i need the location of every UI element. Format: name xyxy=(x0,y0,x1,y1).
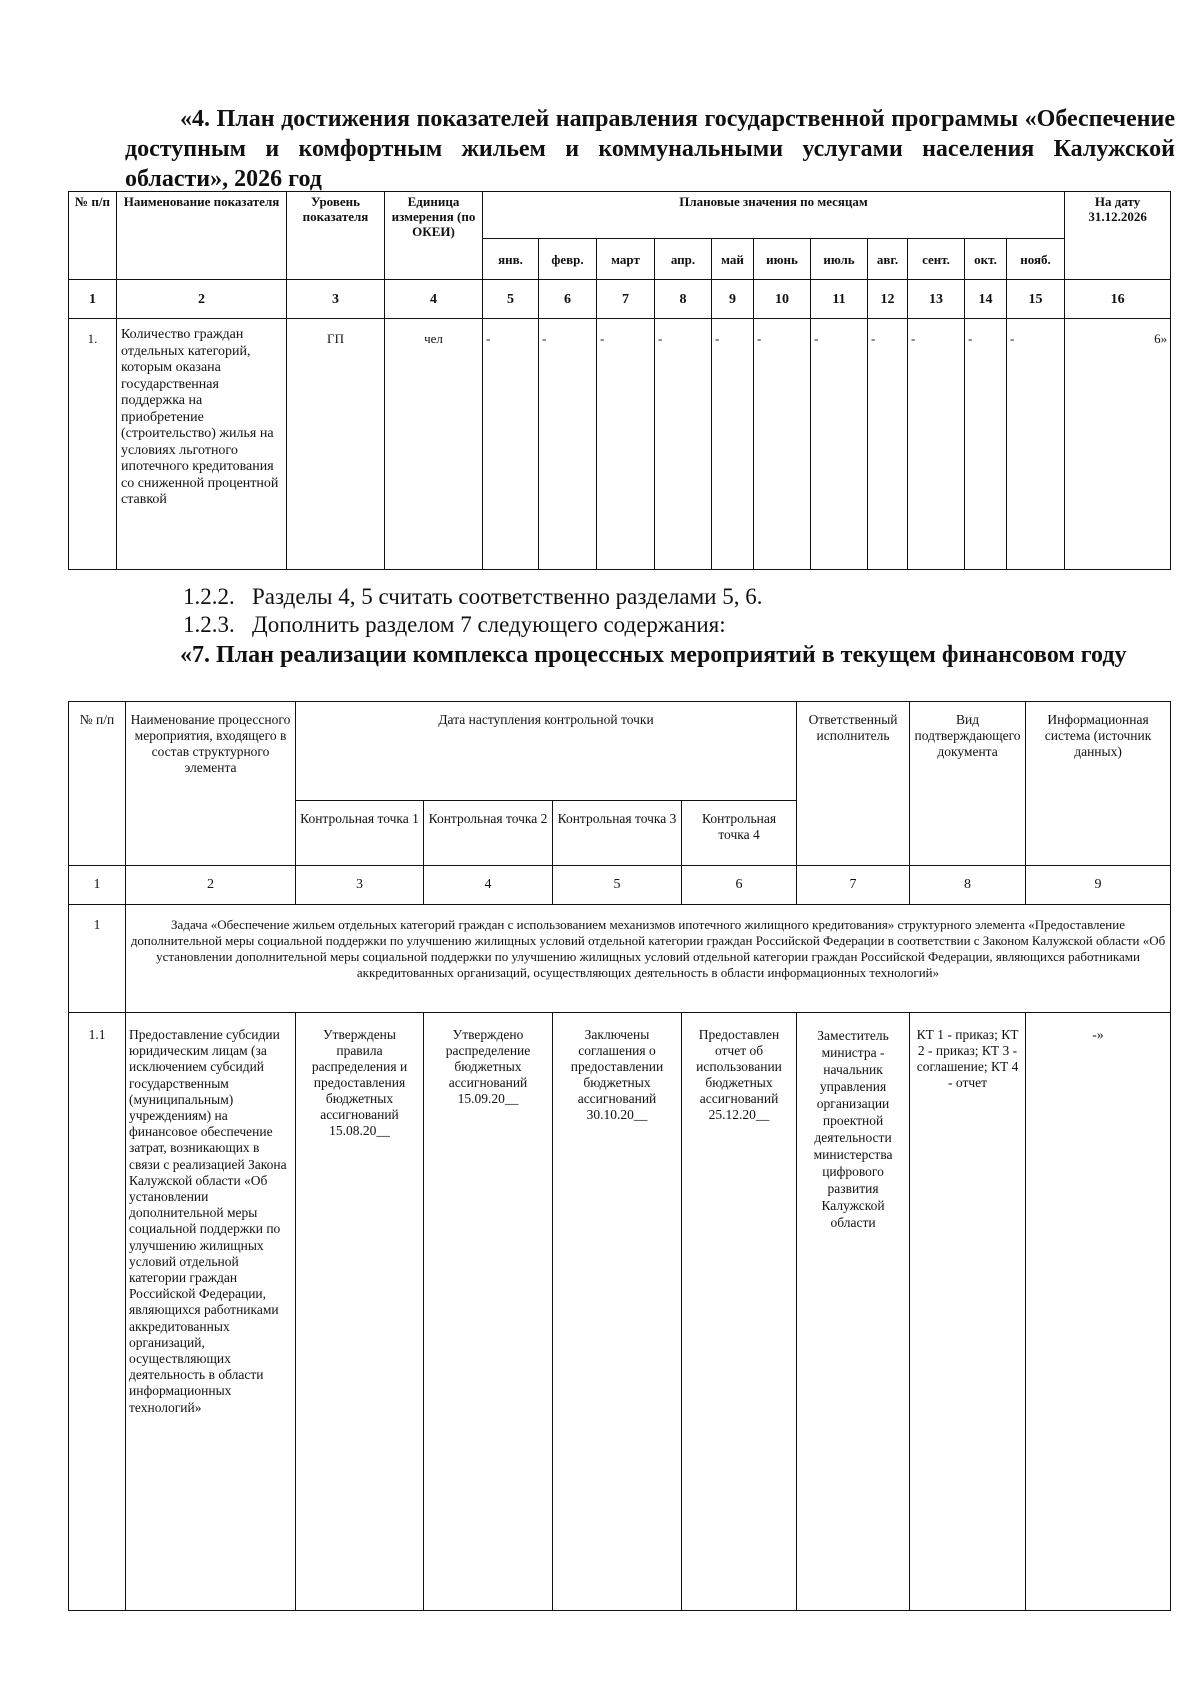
column-number: 10 xyxy=(754,280,811,319)
month-header: май xyxy=(712,239,754,280)
kt4-value: Предоставлен отчет об использовании бюджетных ассигнований 25.12.20__ xyxy=(682,1013,797,1611)
column-number: 5 xyxy=(483,280,539,319)
column-number: 1 xyxy=(69,280,117,319)
month-header: сент. xyxy=(908,239,965,280)
month-header: апр. xyxy=(655,239,712,280)
column-number: 11 xyxy=(811,280,868,319)
kt2-value: Утверждено распределение бюджетных ассигнований 15.09.20__ xyxy=(424,1013,553,1611)
header-system: Информационная система (источник данных) xyxy=(1026,702,1171,866)
column-number: 14 xyxy=(965,280,1007,319)
header-unit: Единица измерения (по ОКЕИ) xyxy=(385,192,483,280)
column-number: 15 xyxy=(1007,280,1065,319)
header-date: На дату 31.12.2026 xyxy=(1065,192,1171,280)
column-number: 8 xyxy=(910,866,1026,905)
header-num: № п/п xyxy=(69,702,126,866)
header-responsible: Ответственный исполнитель xyxy=(797,702,910,866)
section-4-title: «4. План достижения показателей направления государственной программы «Обеспечение доступным и комфортным жильем и коммунальными услугами населения Калужской области», 2026 год xyxy=(125,106,1175,192)
kt1-value: Утверждены правила распределения и предоставления бюджетных ассигнований 15.08.20__ xyxy=(296,1013,424,1611)
column-number: 7 xyxy=(597,280,655,319)
row-num: 1. xyxy=(69,319,117,570)
column-number: 13 xyxy=(908,280,965,319)
month-header: июль xyxy=(811,239,868,280)
header-doc: Вид подтверждающего документа xyxy=(910,702,1026,866)
header-num: № п/п xyxy=(69,192,117,280)
header-kt4: Контрольная точка 4 xyxy=(682,801,797,866)
column-number: 5 xyxy=(553,866,682,905)
header-date: Дата наступления контрольной точки xyxy=(296,702,797,801)
month-header: июнь xyxy=(754,239,811,280)
month-header: нояб. xyxy=(1007,239,1065,280)
month-value: - xyxy=(754,319,811,570)
column-number: 3 xyxy=(296,866,424,905)
header-kt3: Контрольная точка 3 xyxy=(553,801,682,866)
month-value: - xyxy=(483,319,539,570)
final-value: 6» xyxy=(1065,319,1171,570)
indicator-unit: чел xyxy=(385,319,483,570)
month-value: - xyxy=(712,319,754,570)
responsible-value: Заместитель министра - начальник управления организации проектной деятельности министерства цифрового развития Калужской области xyxy=(797,1013,910,1611)
doc-value: КТ 1 - приказ; КТ 2 - приказ; КТ 3 - соглашение; КТ 4 - отчет xyxy=(910,1013,1026,1611)
section-7-title: «7. План реализации комплекса процессных мероприятий в текущем финансовом году xyxy=(180,642,1127,668)
month-value: - xyxy=(1007,319,1065,570)
month-header: март xyxy=(597,239,655,280)
indicator-plan-table xyxy=(68,191,1171,570)
month-header: янв. xyxy=(483,239,539,280)
column-number: 2 xyxy=(126,866,296,905)
task-num: 1 xyxy=(69,905,126,1013)
indicator-level: ГП xyxy=(287,319,385,570)
month-header: февр. xyxy=(539,239,597,280)
header-kt2: Контрольная точка 2 xyxy=(424,801,553,866)
column-number: 8 xyxy=(655,280,712,319)
column-number: 3 xyxy=(287,280,385,319)
system-value: -» xyxy=(1026,1013,1171,1611)
indicator-name: Количество граждан отдельных категорий, которым оказана государственная поддержка на приобретение (строительство) жилья на условиях льготного ипотечного кредитования со сниженной процентной ставкой xyxy=(117,319,287,570)
month-value: - xyxy=(539,319,597,570)
paragraph-1-2-3: 1.2.3. Дополнить разделом 7 следующего содержания: xyxy=(183,612,726,637)
paragraph-1-2-2: 1.2.2. Разделы 4, 5 считать соответственно разделами 5, 6. xyxy=(183,584,763,609)
table-row xyxy=(69,1013,1171,1611)
month-header: окт. xyxy=(965,239,1007,280)
task-description: Задача «Обеспечение жильем отдельных категорий граждан с использованием механизмов ипотечного жилищного кредитования» структурного элемента «Предоставление дополнительной меры социальной поддержки по улучшению жилищных условий отдельной категории граждан Российской Федерации в соответствии с Законом Калужской области «Об установлении дополнительной меры социальной поддержки по улучшению жилищных условий отдельной категории граждан Российской Федерации, являющихся работниками аккредитованных организаций, осуществляющих деятельность в области информационных технологий» xyxy=(126,905,1171,1013)
column-number: 6 xyxy=(539,280,597,319)
header-planned: Плановые значения по месяцам xyxy=(483,192,1065,239)
column-number: 9 xyxy=(1026,866,1171,905)
event-name: Предоставление субсидии юридическим лицам (за исключением субсидий государственным (муниципальным) учреждениям) на финансовое обеспечение затрат, возникающих в связи с реализацией Закона Калужской области «Об установлении дополнительной меры социальной поддержки по улучшению жилищных условий отдельной категории граждан Российской Федерации, являющихся работниками аккредитованных организаций, осуществляющих деятельность в области информационных технологий» xyxy=(126,1013,296,1611)
month-value: - xyxy=(908,319,965,570)
header-name: Наименование показателя xyxy=(117,192,287,280)
month-value: - xyxy=(597,319,655,570)
month-value: - xyxy=(868,319,908,570)
column-number: 16 xyxy=(1065,280,1171,319)
month-value: - xyxy=(811,319,868,570)
row-num: 1.1 xyxy=(69,1013,126,1611)
header-level: Уровень показателя xyxy=(287,192,385,280)
table-row xyxy=(69,319,1171,570)
column-number: 12 xyxy=(868,280,908,319)
process-plan-table xyxy=(68,701,1171,1611)
header-name: Наименование процессного мероприятия, входящего в состав структурного элемента xyxy=(126,702,296,866)
kt3-value: Заключены соглашения о предоставлении бюджетных ассигнований 30.10.20__ xyxy=(553,1013,682,1611)
column-number: 6 xyxy=(682,866,797,905)
column-number: 4 xyxy=(424,866,553,905)
column-number: 2 xyxy=(117,280,287,319)
header-kt1: Контрольная точка 1 xyxy=(296,801,424,866)
month-value: - xyxy=(965,319,1007,570)
column-number: 1 xyxy=(69,866,126,905)
month-value: - xyxy=(655,319,712,570)
month-header: авг. xyxy=(868,239,908,280)
column-number: 9 xyxy=(712,280,754,319)
column-number: 4 xyxy=(385,280,483,319)
column-number: 7 xyxy=(797,866,910,905)
